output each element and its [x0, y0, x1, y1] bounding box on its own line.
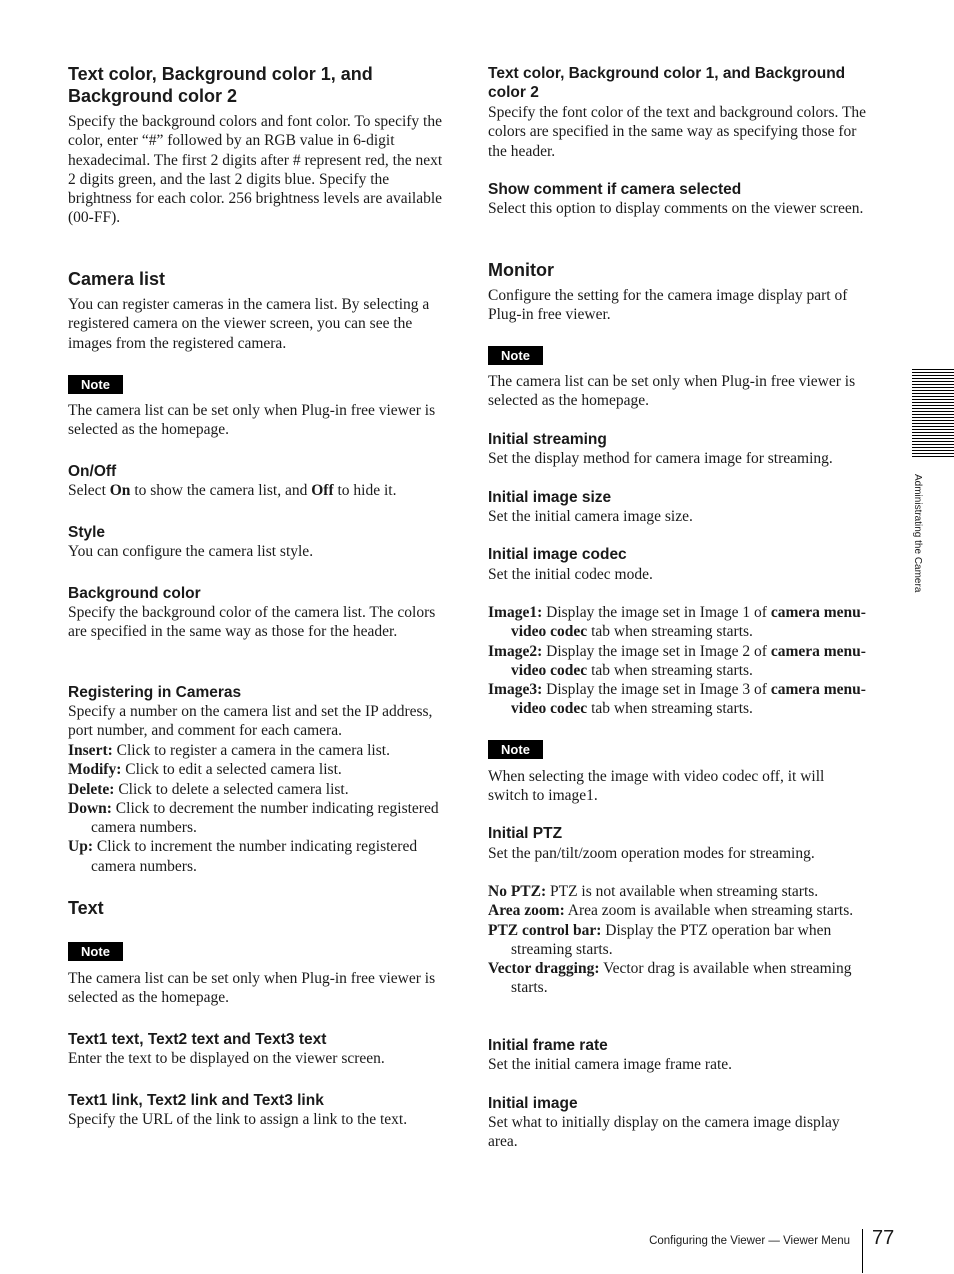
- chapter-side-label: Administrating the Camera: [912, 474, 923, 593]
- paragraph: Specify the background color of the camera list. The colors are specified in the same way as those for the header.: [68, 604, 436, 641]
- definition-item: [488, 882, 868, 901]
- definition-item: [68, 837, 444, 876]
- paragraph: Set the display method for camera image for streaming.: [488, 450, 833, 467]
- definition-desc: PTZ is not available when streaming starts.: [546, 883, 819, 900]
- definition-item: [68, 741, 444, 760]
- definition-desc: Display the image set in Image 3 of: [542, 681, 771, 699]
- definition-term: Delete:: [68, 780, 115, 798]
- note-text: The camera list can be set only when Plug-in free viewer is selected as the homepage.: [68, 402, 436, 439]
- text-run: to show the camera list, and: [130, 482, 312, 499]
- definition-item: [488, 901, 868, 920]
- paragraph: Specify the URL of the link to assign a link to the text.: [68, 1111, 408, 1128]
- paragraph: Set the initial camera image frame rate.: [488, 1056, 733, 1073]
- paragraph: Set what to initially display on the camera image display area.: [488, 1114, 840, 1151]
- definition-item: [488, 959, 868, 998]
- page-number: 77: [872, 1227, 895, 1249]
- note-text: The camera list can be set only when Plug-in free viewer is selected as the homepage.: [488, 373, 856, 410]
- definition-item: [68, 760, 444, 779]
- footer-section-title: Configuring the Viewer — Viewer Menu: [649, 1235, 850, 1247]
- text-run: to hide it.: [333, 482, 397, 499]
- bold-term: On: [109, 482, 131, 499]
- note-label: Note: [68, 942, 123, 961]
- definition-item: [488, 921, 868, 960]
- definition-term: Modify:: [68, 761, 122, 779]
- definition-term: PTZ control bar:: [488, 921, 602, 939]
- definition-term: Area zoom:: [488, 902, 565, 920]
- definition-desc: Display the image set in Image 1 of: [542, 604, 771, 621]
- definition-desc: Click to register a camera in the camera list.: [112, 742, 390, 759]
- subsection-title: Initial image: [488, 1095, 578, 1112]
- section-title: Text color, Background color 1, and Background color 2: [68, 64, 373, 106]
- definition-desc: Click to delete a selected camera list.: [114, 780, 349, 798]
- chapter-tab-marker: [912, 369, 954, 461]
- section-title: Monitor: [488, 260, 554, 280]
- definition-desc: tab when streaming starts.: [587, 623, 753, 641]
- subsection-title: Style: [68, 524, 106, 541]
- paragraph: Set the initial codec mode.: [488, 566, 653, 583]
- definition-term: No PTZ:: [488, 883, 547, 900]
- subsection-title: On/Off: [68, 463, 117, 480]
- definition-item: [488, 642, 868, 681]
- subsection-title: Initial image codec: [488, 546, 627, 563]
- note-label: Note: [488, 346, 543, 365]
- subsection-title: Background color: [68, 585, 201, 602]
- subsection-title: Text1 link, Text2 link and Text3 link: [68, 1092, 324, 1109]
- definition-desc: Vector drag is available when streaming starts.: [511, 960, 852, 997]
- definition-term: Down:: [68, 799, 112, 817]
- note-text: When selecting the image with video codec off, it will switch to image1.: [488, 768, 825, 805]
- subsection-title: Initial streaming: [488, 431, 607, 448]
- text-run: Select: [68, 482, 110, 499]
- definition-desc: Display the image set in Image 2 of: [542, 642, 771, 660]
- definition-term: Image2:: [488, 642, 543, 660]
- paragraph: [68, 481, 444, 500]
- definition-desc: tab when streaming starts.: [587, 661, 753, 679]
- note-label: Note: [68, 375, 123, 394]
- definition-item: [68, 780, 444, 799]
- definition-term: Image1:: [488, 604, 543, 621]
- definition-term: Insert:: [68, 742, 113, 759]
- subsection-title: Registering in Cameras: [68, 684, 242, 701]
- paragraph: Set the pan/tilt/zoom operation modes for streaming.: [488, 845, 815, 862]
- section-title: Text: [68, 898, 104, 918]
- definition-item: [488, 603, 868, 642]
- definition-desc: Area zoom is available when streaming starts.: [564, 902, 854, 920]
- definition-desc: Display the PTZ operation bar when streaming starts.: [511, 921, 832, 958]
- definition-list: [68, 741, 444, 876]
- subsection-title: Initial frame rate: [488, 1037, 608, 1054]
- definition-term: Image3:: [488, 681, 543, 699]
- definition-desc: Click to decrement the number indicating registered camera numbers.: [91, 799, 439, 837]
- bold-term: Off: [311, 482, 334, 499]
- section-title: Camera list: [68, 269, 166, 289]
- note-text: The camera list can be set only when Plug-in free viewer is selected as the homepage.: [68, 970, 436, 1007]
- subsection-title: Initial image size: [488, 489, 612, 506]
- subsection-title: Show comment if camera selected: [488, 181, 742, 198]
- subsection-title: Initial PTZ: [488, 825, 563, 842]
- note-label: Note: [488, 740, 543, 759]
- subsection-title: Text color, Background color 1, and Background color 2: [488, 65, 846, 101]
- definition-term: Up:: [68, 838, 93, 856]
- definition-term: Vector dragging:: [488, 960, 600, 978]
- bold-term: camera menu-video codec: [511, 604, 866, 641]
- definition-item: [488, 680, 868, 719]
- definition-list: [488, 882, 868, 998]
- paragraph: Configure the setting for the camera image display part of Plug-in free viewer.: [488, 287, 848, 324]
- definition-desc: Click to increment the number indicating registered camera numbers.: [91, 838, 418, 875]
- footer-divider: [862, 1229, 863, 1273]
- paragraph: You can register cameras in the camera list. By selecting a registered camera on the viewer screen, you can see the images from the registered camera.: [68, 296, 430, 352]
- definition-item: [68, 799, 444, 838]
- paragraph: Select this option to display comments on the viewer screen.: [488, 200, 864, 217]
- paragraph: Specify the background colors and font color. To specify the color, enter “#” followed by an RGB value in 6-digit hexadecimal. The first 2 digits after # represent red, the next 2 digits green, and the last 2 digits blue. Specify the brightness for each color. 256 brightness levels are available (00-FF).: [68, 113, 443, 227]
- definition-desc: Click to edit a selected camera list.: [121, 761, 342, 779]
- paragraph: Specify a number on the camera list and set the IP address, port number, and comment for each camera.: [68, 703, 433, 740]
- paragraph: Enter the text to be displayed on the viewer screen.: [68, 1050, 385, 1067]
- subsection-title: Text1 text, Text2 text and Text3 text: [68, 1031, 327, 1048]
- bold-term: camera menu-video codec: [511, 681, 866, 718]
- definition-list: [488, 603, 868, 719]
- definition-desc: tab when streaming starts.: [587, 700, 753, 718]
- paragraph: Specify the font color of the text and background colors. The colors are specified in the same way as specifying those for the header.: [488, 104, 867, 160]
- paragraph: You can configure the camera list style.: [68, 543, 314, 560]
- bold-term: camera menu-video codec: [511, 642, 866, 679]
- paragraph: Set the initial camera image size.: [488, 508, 693, 525]
